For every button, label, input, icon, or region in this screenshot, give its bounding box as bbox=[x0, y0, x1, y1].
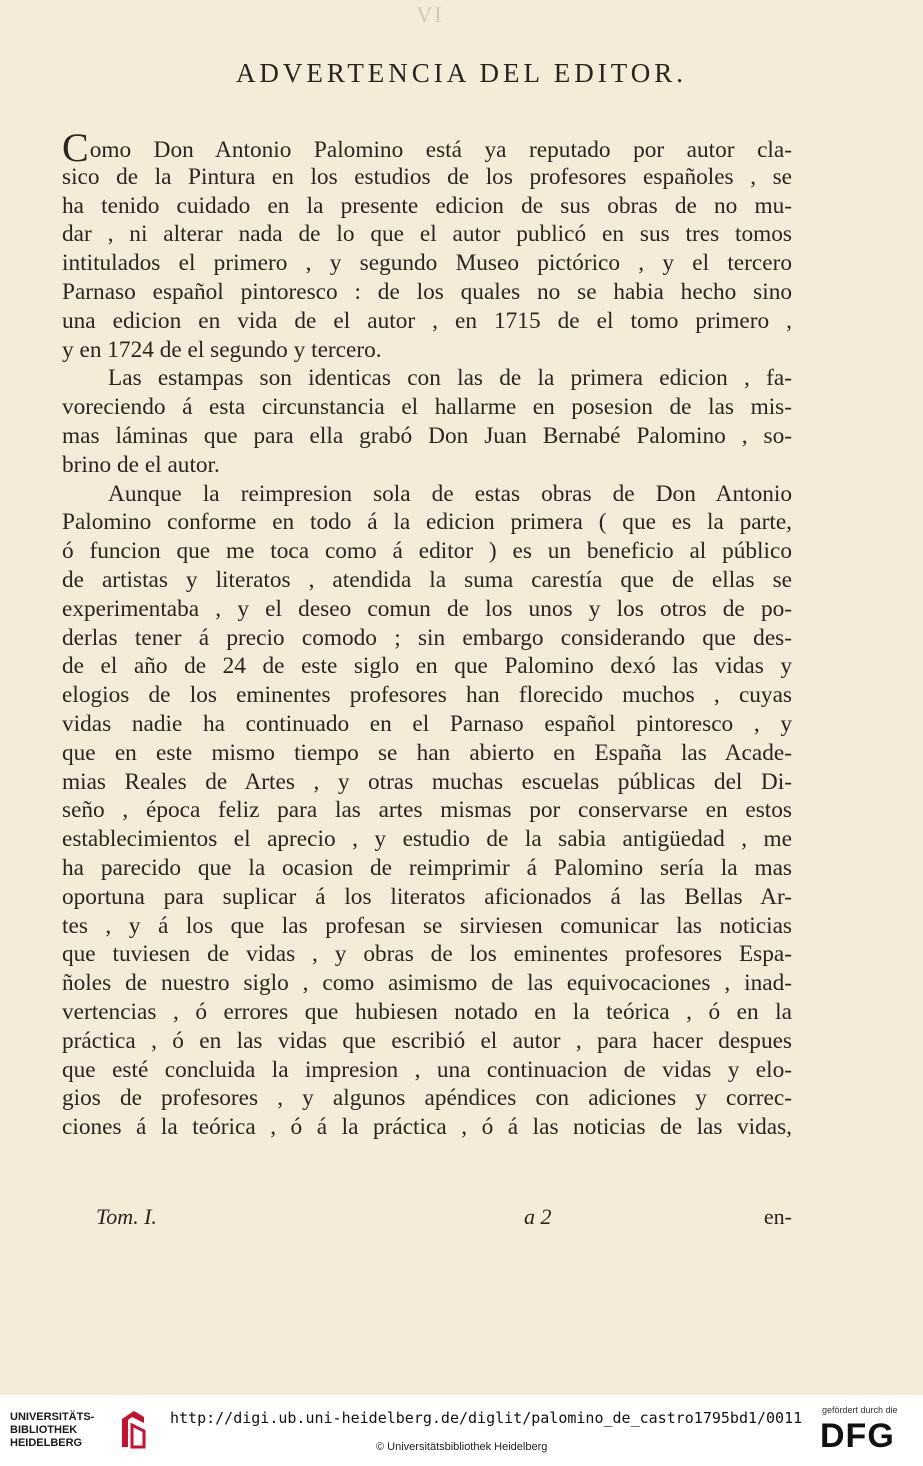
text-line: que en este mismo tiempo se han abierto en España las Acade- bbox=[62, 739, 792, 766]
text-line: Como Don Antonio Palomino está ya reputado por autor cla- bbox=[62, 125, 792, 170]
text-line: Las estampas son identicas con las de la primera edicion , fa- bbox=[108, 365, 792, 392]
text-line: ha parecido que la ocasion de reimprimir á Palomino sería la mas bbox=[62, 854, 792, 881]
paragraph-1 bbox=[62, 125, 792, 364]
signature-mark: a 2 bbox=[524, 1204, 552, 1229]
text-line: establecimientos el aprecio , y estudio de la sabia antigüedad , me bbox=[62, 826, 792, 853]
library-logo-icon bbox=[118, 1409, 148, 1449]
text-line: mias Reales de Artes , y otras muchas escuelas públicas del Di- bbox=[62, 768, 792, 795]
paragraph-2 bbox=[62, 364, 792, 479]
text-line: elogios de los eminentes profesores han florecido muchos , cuyas bbox=[62, 682, 792, 709]
catchword: en- bbox=[763, 1204, 792, 1229]
text-line: que esté concluida la impresion , una continuacion de vidas y elo- bbox=[62, 1056, 792, 1083]
library-logo bbox=[10, 1409, 150, 1453]
library-footer-bar bbox=[0, 1395, 923, 1466]
text-line: ciones á la teórica , ó á la práctica , ó á las noticias de las vidas, bbox=[62, 1114, 792, 1141]
text-line: oportuna para suplicar á los literatos aficionados á las Bellas Ar- bbox=[62, 883, 792, 910]
text-line: tes , y á los que las profesan se sirviesen comunicar las noticias bbox=[62, 912, 792, 939]
funder-caption: gefördert durch die bbox=[822, 1405, 898, 1415]
text-line: que tuviesen de vidas , y obras de los eminentes profesores Espa- bbox=[62, 941, 792, 968]
library-name: UNIVERSITÄTS- BIBLIOTHEK HEIDELBERG bbox=[10, 1411, 95, 1449]
text-line: derlas tener á precio comodo ; sin embargo considerando que des- bbox=[62, 624, 792, 651]
text-line: seño , época feliz para las artes mismas por conservarse en estos bbox=[62, 797, 792, 824]
text-line: gios de profesores , y algunos apéndices con adiciones y correc- bbox=[62, 1085, 792, 1112]
text-line: voreciendo á esta circunstancia el hallarme en posesion de las mis- bbox=[62, 394, 792, 421]
page-footer bbox=[96, 1204, 792, 1234]
text-line: de el año de 24 de este siglo en que Palomino dexó las vidas y bbox=[62, 653, 792, 680]
permalink-url[interactable]: http://digi.ub.uni-heidelberg.de/diglit/palomino_de_castro1795bd1/0011 bbox=[170, 1409, 803, 1427]
text-line: una edicion en vida de el autor , en 1715 de el tomo primero , bbox=[62, 307, 792, 334]
text-line: sico de la Pintura en los estudios de los profesores españoles , se bbox=[62, 163, 792, 190]
page-number: VI bbox=[416, 2, 444, 27]
text-line: ó funcion que me toca como á editor ) es un beneficio al público bbox=[62, 538, 792, 565]
copyright-notice: © Universitätsbibliothek Heidelberg bbox=[376, 1441, 548, 1453]
text-line: experimentaba , y el deseo comun de los unos y los otros de po- bbox=[62, 595, 792, 622]
text-line: ha tenido cuidado en la presente edicion de sus obras de no mu- bbox=[62, 192, 792, 219]
text-line: intitulados el primero , y segundo Museo pictórico , y el tercero bbox=[62, 250, 792, 277]
text-line: de artistas y literatos , atendida la suma carestía que de ellas se bbox=[62, 566, 792, 593]
text-line: y en 1724 de el segundo y tercero. bbox=[62, 336, 382, 363]
body-text bbox=[62, 125, 792, 1142]
text-line: Aunque la reimpresion sola de estas obras de Don Antonio bbox=[108, 480, 792, 507]
text-line: vertencias , ó errores que hubiesen notado en la teórica , ó en la bbox=[62, 998, 792, 1025]
text-line: vidas nadie ha continuado en el Parnaso español pintoresco , y bbox=[62, 710, 792, 737]
text-line: Parnaso español pintoresco : de los quales no se habia hecho sino bbox=[62, 278, 792, 305]
paragraph-3 bbox=[62, 480, 792, 1142]
dfg-logo: DFG bbox=[820, 1417, 895, 1455]
page-title: ADVERTENCIA DEL EDITOR. bbox=[235, 58, 688, 88]
text-line: brino de el autor. bbox=[62, 451, 220, 478]
text-line: dar , ni alterar nada de lo que el autor publicó en sus tres tomos bbox=[62, 221, 792, 248]
drop-cap: C bbox=[62, 125, 89, 170]
text-line: ñoles de nuestro siglo , como asimismo de las equivocaciones , inad- bbox=[62, 970, 792, 997]
text-line: práctica , ó en las vidas que escribió el autor , para hacer despues bbox=[62, 1027, 792, 1054]
text-line: Palomino conforme en todo á la edicion primera ( que es la parte, bbox=[62, 509, 792, 536]
text-line: mas láminas que para ella grabó Don Juan Bernabé Palomino , so- bbox=[62, 422, 792, 449]
tome-label: Tom. I. bbox=[96, 1204, 157, 1229]
